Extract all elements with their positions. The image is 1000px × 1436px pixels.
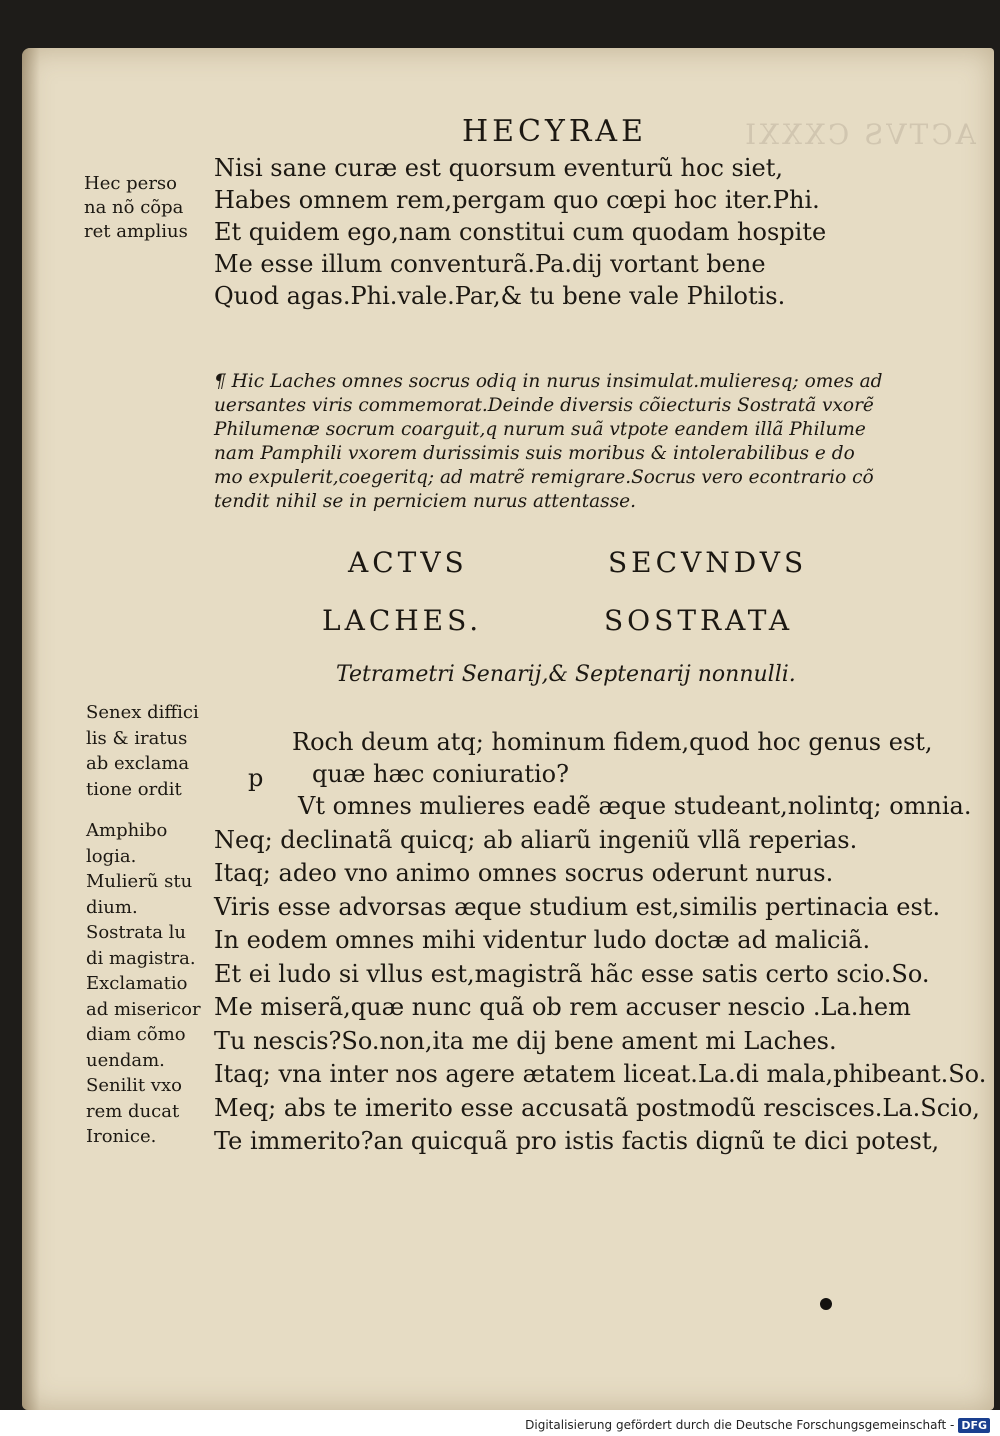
argument-line: ¶ Hic Laches omnes socrus odiq in nurus insimulat.mulieresq; omes ad [214,371,883,392]
verse-line: In eodem omnes mihi videntur ludo doctæ ad maliciã. [214,926,871,954]
verse-line: Me esse illum conventurã.Pa.dij vortant bene [214,250,766,278]
margin-note-line: Mulierũ stu [86,871,193,892]
footer-text: Digitalisierung gefördert durch die Deutsche Forschungsgemeinschaft - [525,1418,955,1432]
margin-note-line: lis & iratus [86,727,188,749]
verse-block [292,726,933,790]
margin-note-line: logia. [86,845,137,867]
verse-line: Nisi sane curæ est quorsum eventurũ hoc siet, [214,154,783,182]
act-title-right: SECVNDVS [608,546,808,579]
verse-line: Vt omnes mulieres eadẽ æque studeant,nolintq; omnia. [298,792,972,820]
verse-line: Me miserã,quæ nunc quã ob rem accuser nescio .La.hem [214,993,911,1021]
verse-line: Et quidem ego,nam constitui cum quodam hospite [214,218,827,246]
show-through-text: ACTVS CXXXI [742,118,976,151]
verse-block [214,790,986,1159]
margin-note-line: ab exclama [86,753,190,774]
dfg-logo: DFG [958,1418,990,1433]
margin-note [84,172,188,244]
speaker-name-right: SOSTRATA [604,604,794,637]
argument-line: nam Pamphili vxorem durissimis suis moribus & intolerabilibus e do [214,443,855,464]
margin-note-line: dium. [86,896,138,918]
margin-note-line: Ironice. [86,1126,157,1147]
verse-line: Habes omnem rem,pergam quo cœpi hoc iter.Phi. [214,186,820,214]
verse-line: Itaq; adeo vno animo omnes socrus oderunt nurus. [214,859,834,887]
verse-line: Te immerito?an quicquã pro istis factis dignũ te dici potest, [214,1127,940,1155]
ink-stain [820,1298,832,1310]
verse-block [214,152,826,312]
argument-line: Philumenæ socrum coarguit,q nurum suã vtpote eandem illã Philume [214,419,866,440]
margin-note-line: Senex diffici [86,702,199,723]
speaker-name-left: LACHES. [322,604,483,637]
margin-note-line: uendam. [86,1049,165,1071]
verse-line: Tu nescis?So.non,ita me dij bene ament mi Laches. [214,1026,837,1055]
margin-note-line: di magistra. [86,947,196,969]
margin-note-line: Amphibo [86,820,168,841]
argument-paragraph [214,370,954,514]
running-head: HECYRAE [462,114,647,149]
verse-line: Roch deum atq; hominum fidem,quod hoc genus est, [292,728,933,756]
footer-credit [525,1416,990,1434]
speaker-mark: p [248,764,264,792]
margin-note-line: na nõ cõpa [84,197,184,218]
verse-line: Neq; declinatã quicq; ab aliarũ ingeniũ vllã reperias. [214,825,858,854]
margin-note-line: tione ordit [86,778,182,800]
margin-note-line: ad misericor [86,998,201,1020]
argument-line: mo expulerit,coegeritq; ad matrẽ remigrare.Socrus vero econtrario cõ [214,467,874,488]
argument-line: uersantes viris commemorat.Deinde diversis cõiecturis Sostratã vxorẽ [214,395,874,416]
margin-note-line: ret amplius [84,221,188,242]
margin-notes [86,700,201,1150]
margin-note-line: Sostrata lu [86,922,187,943]
margin-note-line: diam cõmo [86,1024,186,1045]
argument-line: tendit nihil se in perniciem nurus attentasse. [214,491,636,512]
margin-note-line: rem ducat [86,1100,180,1122]
verse-line: Itaq; vna inter nos agere ætatem liceat.La.di mala,phibeant.So. [214,1060,987,1088]
verse-line: Et ei ludo si vllus est,magistrã hãc esse satis certo scio.So. [214,959,930,988]
meter-note: Tetrametri Senarij,& Septenarij nonnulli. [336,662,796,687]
margin-note-line: Exclamatio [86,973,188,994]
verse-line: Viris esse advorsas æque studium est,similis pertinacia est. [214,892,941,921]
book-page [22,48,994,1410]
margin-note-line: Hec perso [84,173,178,194]
verse-line: Quod agas.Phi.vale.Par,& tu bene vale Philotis. [214,282,786,310]
verse-line: Meq; abs te imerito esse accusatã postmodũ rescisces.La.Scio, [214,1093,980,1122]
act-title-left: ACTVS [348,546,468,579]
verse-line: quæ hæc coniuratio? [312,760,569,788]
margin-note-line: Senilit vxo [86,1075,182,1096]
